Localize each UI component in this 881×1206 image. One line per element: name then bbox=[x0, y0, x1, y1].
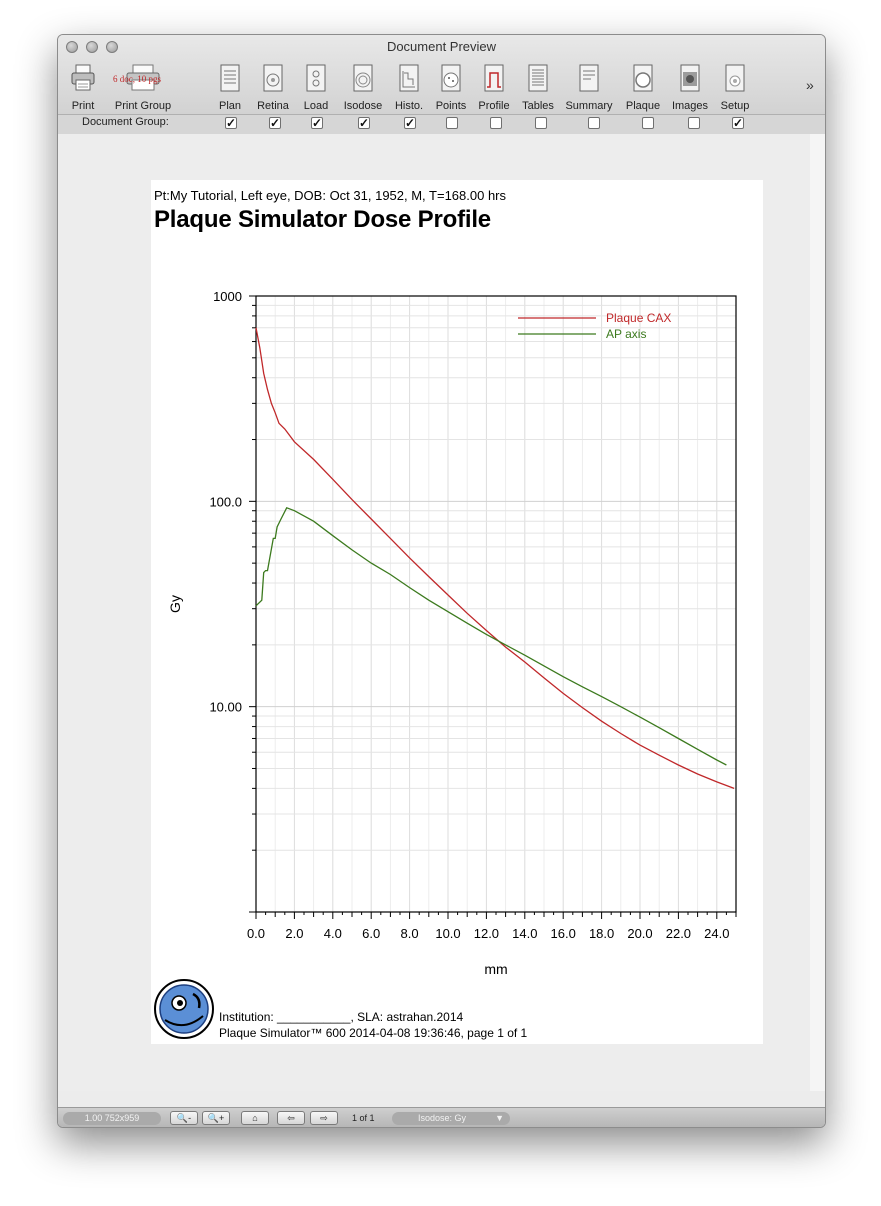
status-bar bbox=[58, 1107, 825, 1128]
toolbar-isodose-button[interactable] bbox=[341, 63, 385, 112]
title-bar bbox=[58, 35, 825, 148]
zoom-out-button[interactable] bbox=[170, 1111, 198, 1125]
document-group-checkbox-images[interactable] bbox=[688, 117, 700, 129]
home-button[interactable] bbox=[241, 1111, 269, 1125]
x-tick-label: 0.0 bbox=[246, 926, 266, 941]
print-group-button[interactable] bbox=[110, 63, 176, 112]
x-tick-label: 6.0 bbox=[362, 926, 381, 941]
document-group-checkbox-profile[interactable] bbox=[490, 117, 502, 129]
points-document-icon bbox=[438, 63, 464, 95]
footer-institution: Institution: ___________, SLA: astrahan.2014 bbox=[219, 1010, 464, 1024]
document-group-checkbox-retina[interactable]: ✓ bbox=[270, 116, 281, 130]
toolbar-item-label: Profile bbox=[478, 100, 510, 112]
toolbar-item-label: Setup bbox=[720, 100, 750, 112]
zoom-in-button[interactable] bbox=[202, 1111, 230, 1125]
home-icon: ⌂ bbox=[252, 1113, 258, 1123]
x-tick-label: 18.0 bbox=[588, 926, 615, 941]
toolbar-item-label: Histo. bbox=[394, 100, 424, 112]
footer-version: Plaque Simulator™ 600 2014-04-08 19:36:46, page 1 of 1 bbox=[219, 1026, 528, 1040]
page-title: Plaque Simulator Dose Profile bbox=[154, 206, 491, 233]
print-group-label: Print Group bbox=[114, 100, 172, 112]
x-tick-label: 16.0 bbox=[550, 926, 576, 941]
histogram-document-icon bbox=[396, 63, 422, 95]
preview-area bbox=[58, 134, 811, 1091]
previous-page-button[interactable] bbox=[277, 1111, 305, 1125]
x-tick-label: 22.0 bbox=[665, 926, 692, 941]
toolbar-tables-button[interactable] bbox=[520, 63, 556, 112]
toolbar-load-button[interactable] bbox=[300, 63, 332, 112]
y-tick-label: 100.0 bbox=[209, 494, 242, 510]
document-group-checkbox-plaque[interactable] bbox=[642, 117, 654, 129]
print-label: Print bbox=[71, 100, 95, 112]
toolbar-item-label: Isodose bbox=[343, 100, 383, 112]
document-group-checkbox-points[interactable] bbox=[446, 117, 458, 129]
toolbar-plaque-button[interactable] bbox=[623, 63, 663, 112]
plaque-document-icon bbox=[630, 63, 656, 95]
print-group-badge: 6 doc, 10 pgs bbox=[113, 74, 161, 84]
toolbar-points-button[interactable] bbox=[434, 63, 468, 112]
y-tick-label: 10.00 bbox=[209, 699, 242, 715]
toolbar-item-label: Points bbox=[435, 100, 467, 112]
printer-icon bbox=[70, 63, 96, 95]
toolbar-profile-button[interactable] bbox=[476, 63, 512, 112]
tables-document-icon bbox=[525, 63, 551, 95]
y-axis-label: Gy bbox=[167, 595, 183, 613]
dose-profile-chart bbox=[151, 180, 763, 1044]
toolbar-item-label: Retina bbox=[257, 100, 289, 112]
plot-frame bbox=[256, 296, 736, 912]
toolbar-retina-button[interactable] bbox=[256, 63, 290, 112]
x-tick-label: 4.0 bbox=[323, 926, 342, 941]
x-tick-label: 2.0 bbox=[285, 926, 304, 941]
images-document-icon bbox=[677, 63, 703, 95]
page-count: 1 of 1 bbox=[352, 1113, 375, 1123]
patient-header: Pt:My Tutorial, Left eye, DOB: Oct 31, 1952, M, T=168.00 hrs bbox=[154, 188, 507, 203]
document-group-checkbox-load[interactable]: ✓ bbox=[312, 116, 323, 130]
toolbar-plan-button[interactable] bbox=[214, 63, 246, 112]
zoom-in-icon: 🔍+ bbox=[207, 1113, 225, 1123]
setup-document-icon bbox=[722, 63, 748, 95]
toolbar-overflow-button[interactable]: » bbox=[806, 77, 814, 93]
x-axis-label: mm bbox=[484, 961, 508, 977]
document-preview-window bbox=[57, 34, 826, 1128]
previous-page-icon: ⇦ bbox=[287, 1113, 295, 1123]
profile-document-icon bbox=[481, 63, 507, 95]
zoom-out-icon: 🔍- bbox=[176, 1113, 192, 1123]
x-tick-label: 12.0 bbox=[473, 926, 500, 941]
summary-document-icon bbox=[576, 63, 602, 95]
next-page-button[interactable] bbox=[310, 1111, 338, 1125]
toolbar-item-label: Images bbox=[671, 100, 709, 112]
plan-document-icon bbox=[217, 63, 243, 95]
toolbar-item-label: Plan bbox=[218, 100, 242, 112]
toolbar-item-label: Summary bbox=[565, 100, 613, 112]
vertical-scrollbar[interactable] bbox=[810, 134, 825, 1091]
zoom-readout: 1.00 752x959 bbox=[63, 1112, 161, 1125]
window-title: Document Preview bbox=[386, 39, 497, 54]
toolbar-summary-button[interactable] bbox=[563, 63, 615, 112]
load-document-icon bbox=[303, 63, 329, 95]
x-tick-label: 14.0 bbox=[512, 926, 538, 941]
toolbar-item-label: Load bbox=[303, 100, 329, 112]
isodose-select[interactable] bbox=[392, 1112, 510, 1125]
x-tick-label: 20.0 bbox=[627, 926, 653, 941]
eye-physics-logo bbox=[153, 978, 215, 1040]
next-page-icon: ⇨ bbox=[320, 1113, 328, 1123]
toolbar-setup-button[interactable] bbox=[717, 63, 753, 112]
retina-document-icon bbox=[260, 63, 286, 95]
print-button[interactable] bbox=[66, 63, 100, 112]
document-group-checkbox-isodose[interactable]: ✓ bbox=[359, 116, 370, 130]
toolbar-histo-button[interactable] bbox=[392, 63, 426, 112]
document-group-label: Document Group: bbox=[82, 116, 169, 128]
document-group-checkbox-setup[interactable]: ✓ bbox=[733, 116, 744, 130]
document-group-bar bbox=[58, 114, 825, 135]
document-group-checkbox-histo[interactable]: ✓ bbox=[405, 116, 416, 130]
dropdown-arrow-icon: ▼ bbox=[495, 1113, 504, 1123]
x-tick-label: 8.0 bbox=[400, 926, 419, 941]
toolbar-item-label: Plaque bbox=[625, 100, 661, 112]
document-group-checkbox-tables[interactable] bbox=[535, 117, 547, 129]
x-tick-label: 24.0 bbox=[704, 926, 730, 941]
legend-label: Plaque CAX bbox=[606, 311, 672, 325]
x-tick-label: 10.0 bbox=[435, 926, 461, 941]
legend-label: AP axis bbox=[606, 327, 647, 341]
toolbar-item-label: Tables bbox=[522, 100, 554, 112]
isodose-select-value: Isodose: Gy bbox=[418, 1113, 467, 1123]
document-group-checkbox-summary[interactable] bbox=[588, 117, 600, 129]
y-tick-label: 1000 bbox=[213, 289, 242, 304]
document-page bbox=[151, 180, 763, 1044]
isodose-document-icon bbox=[350, 63, 376, 95]
series-line-plaque-cax bbox=[256, 328, 734, 789]
toolbar-images-button[interactable] bbox=[670, 63, 710, 112]
document-group-checkbox-plan[interactable]: ✓ bbox=[226, 116, 237, 130]
